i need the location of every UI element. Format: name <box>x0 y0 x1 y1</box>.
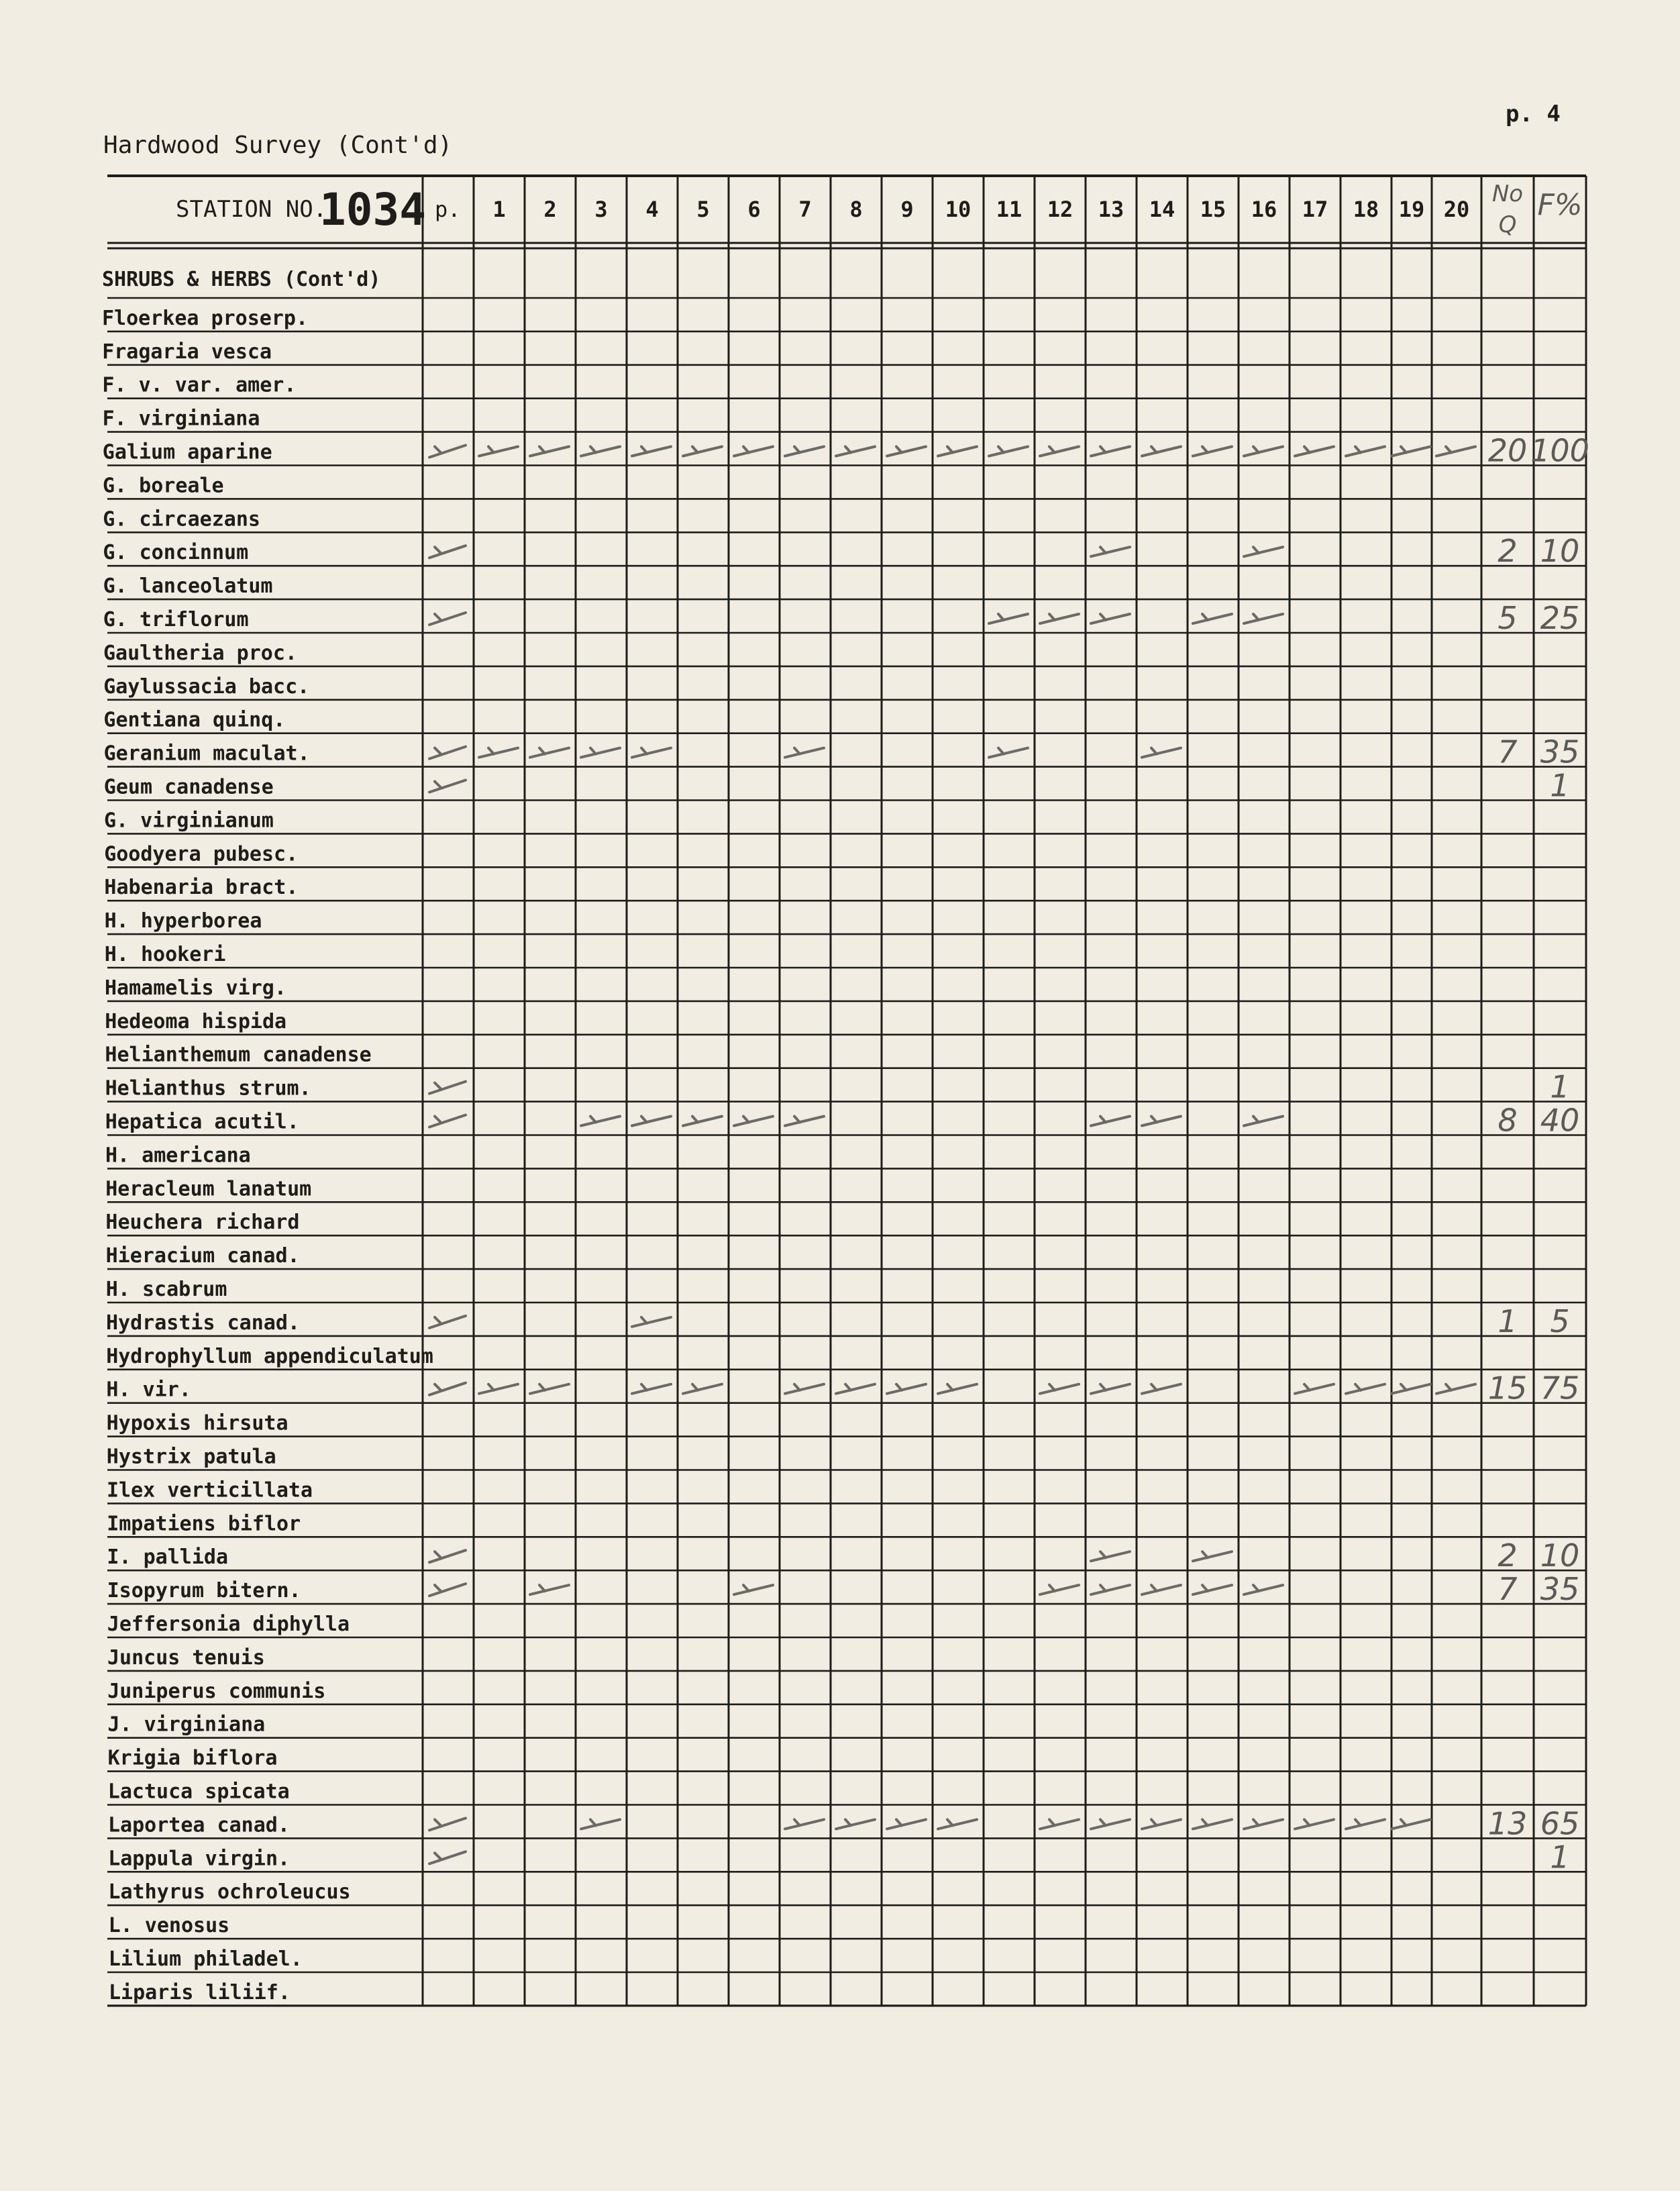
quadrat-tally-mark <box>938 447 977 456</box>
presence-tick <box>429 1851 466 1864</box>
quadrat-header-11: 11 <box>996 197 1022 222</box>
frequency-value: 1 <box>1550 1068 1570 1105</box>
quadrat-tally-mark <box>1295 1819 1334 1829</box>
species-name: Juncus tenuis <box>107 1645 265 1670</box>
quadrat-header-13: 13 <box>1098 197 1124 222</box>
quadrat-tally-mark <box>1091 1585 1130 1594</box>
quadrat-header-3: 3 <box>594 197 608 222</box>
quadrat-tally-mark <box>1392 447 1430 456</box>
species-name: Jeffersonia diphylla <box>107 1613 350 1636</box>
presence-tick <box>429 1584 466 1596</box>
quadrat-tally-mark <box>632 1117 671 1126</box>
quadrat-tally-mark <box>1142 447 1181 456</box>
quadrat-tally-mark <box>1142 1819 1181 1829</box>
quadrat-tally-mark <box>836 1384 875 1394</box>
quadrat-header-10: 10 <box>945 197 972 222</box>
species-name: Geranium maculat. <box>103 742 310 766</box>
quadrat-tally-mark <box>1193 1819 1232 1829</box>
species-name: H. hyperborea <box>104 909 262 933</box>
species-name: H. scabrum <box>105 1278 227 1301</box>
presence-tick <box>429 546 466 558</box>
no-q-header: Q <box>1498 211 1517 238</box>
species-name: Hydrastis canad. <box>106 1311 300 1335</box>
species-name: G. virginianum <box>104 809 274 833</box>
quadrat-tally-mark <box>734 447 773 456</box>
presence-tick <box>429 1383 466 1395</box>
quadrat-tally-mark <box>1040 447 1079 456</box>
quadrat-tally-mark <box>785 1117 824 1126</box>
species-name: H. americana <box>105 1143 251 1168</box>
quadrat-header-20: 20 <box>1443 197 1470 222</box>
quadrat-header-9: 9 <box>900 197 914 222</box>
station-label: STATION NO. <box>176 196 327 223</box>
quadrat-header-8: 8 <box>849 197 863 222</box>
species-name: G. lanceolatum <box>103 574 273 599</box>
presence-tick <box>429 747 466 759</box>
quadrat-header-6: 6 <box>747 197 761 222</box>
species-name: Gentiana quinq. <box>103 708 286 732</box>
species-name: G. boreale <box>103 474 224 498</box>
quadrat-tally-mark <box>1193 1585 1232 1594</box>
quadrat-header-2: 2 <box>543 197 557 222</box>
species-name: Hamamelis virg. <box>105 976 286 1000</box>
species-name: Gaultheria proc. <box>103 641 297 665</box>
section-label: SHRUBS & HERBS (Cont'd) <box>102 268 381 291</box>
frequency-value: 25 <box>1540 600 1580 636</box>
no-quadrats-value: 2 <box>1498 533 1518 570</box>
quadrat-tally-mark <box>1295 1384 1334 1394</box>
quadrat-tally-mark <box>1040 1819 1079 1829</box>
species-name: Galium aparine <box>102 440 272 464</box>
species-name: Gaylussacia bacc. <box>103 674 310 699</box>
species-name: Fragaria vesca <box>102 340 272 364</box>
species-name: Habenaria bract. <box>104 876 299 900</box>
quadrat-tally-mark <box>1091 1384 1130 1394</box>
quadrat-tally-mark <box>1091 447 1130 456</box>
frequency-value: 10 <box>1540 533 1580 570</box>
quadrat-header-7: 7 <box>798 197 812 222</box>
p-column-header: p. <box>435 197 461 222</box>
species-name: Helianthus strum. <box>105 1076 311 1101</box>
species-name: Ilex verticillata <box>107 1478 313 1502</box>
species-name: Krigia biflora <box>107 1746 278 1770</box>
species-name: Hydrophyllum appendiculatum <box>106 1344 433 1368</box>
quadrat-header-14: 14 <box>1149 197 1175 222</box>
no-quadrats-value: 20 <box>1487 432 1528 469</box>
frequency-value: 10 <box>1540 1537 1580 1574</box>
quadrat-tally-mark <box>989 614 1028 623</box>
quadrat-tally-mark <box>1392 1384 1430 1394</box>
quadrat-tally-mark <box>1040 1585 1079 1594</box>
quadrat-tally-mark <box>530 447 569 456</box>
quadrat-tally-mark <box>581 748 620 758</box>
no-quadrats-value: 8 <box>1498 1102 1518 1139</box>
quadrat-tally-mark <box>479 1384 518 1394</box>
species-name: G. concinnum <box>103 541 249 565</box>
presence-tick <box>429 1082 466 1094</box>
quadrat-header-19: 19 <box>1398 197 1425 222</box>
quadrat-tally-mark <box>1436 1384 1475 1394</box>
quadrat-tally-mark <box>632 748 671 758</box>
species-name: Hystrix patula <box>106 1445 276 1469</box>
quadrat-tally-mark <box>887 1384 926 1394</box>
quadrat-tally-mark <box>1295 447 1334 456</box>
quadrat-tally-mark <box>1346 1819 1385 1829</box>
quadrat-header-15: 15 <box>1200 197 1226 222</box>
frequency-value: 65 <box>1540 1805 1580 1842</box>
species-name: Heracleum lanatum <box>105 1177 312 1201</box>
quadrat-tally-mark <box>938 1819 977 1829</box>
quadrat-tally-mark <box>785 447 824 456</box>
quadrat-tally-mark <box>1244 547 1283 556</box>
species-name: Hepatica acutil. <box>105 1110 299 1134</box>
species-name: Hieracium canad. <box>105 1244 300 1268</box>
quadrat-tally-mark <box>989 447 1028 456</box>
species-name: Impatiens biflor <box>107 1512 301 1536</box>
quadrat-tally-mark <box>632 1317 671 1327</box>
quadrat-tally-mark <box>1142 1585 1181 1594</box>
quadrat-tally-mark <box>479 748 518 758</box>
presence-tick <box>429 1316 466 1328</box>
species-name: Heuchera richard <box>105 1211 300 1235</box>
quadrat-tally-mark <box>683 1117 722 1126</box>
species-name: Lappula virgin. <box>108 1847 291 1871</box>
no-quadrats-value: 13 <box>1487 1805 1528 1842</box>
quadrat-tally-mark <box>1346 1384 1385 1394</box>
species-name: Isopyrum bitern. <box>107 1579 301 1603</box>
quadrat-tally-mark <box>1091 1551 1130 1561</box>
quadrat-tally-mark <box>1040 1384 1079 1394</box>
quadrat-tally-mark <box>1193 447 1232 456</box>
species-name: Liparis liliif. <box>109 1980 291 2004</box>
species-name: Hedeoma hispida <box>105 1009 287 1033</box>
presence-tick <box>429 780 466 793</box>
frequency-value: 75 <box>1540 1370 1580 1407</box>
quadrat-tally-mark <box>479 447 518 456</box>
quadrat-tally-mark <box>989 748 1028 758</box>
quadrat-tally-mark <box>1040 614 1079 623</box>
quadrat-tally-mark <box>1142 748 1181 758</box>
quadrat-tally-mark <box>1193 1551 1232 1561</box>
quadrat-tally-mark <box>1142 1384 1181 1394</box>
frequency-value: 100 <box>1530 432 1589 469</box>
presence-tick <box>429 1115 466 1127</box>
species-name: G. triflorum <box>103 608 249 631</box>
quadrat-tally-mark <box>785 748 824 758</box>
quadrat-header-18: 18 <box>1353 197 1379 222</box>
species-name: Juniperus communis <box>107 1679 326 1703</box>
quadrat-header-12: 12 <box>1047 197 1073 222</box>
species-name: F. v. var. amer. <box>102 373 297 397</box>
quadrat-tally-mark <box>938 1384 977 1394</box>
quadrat-header-16: 16 <box>1251 197 1277 222</box>
frequency-header: F% <box>1537 188 1583 222</box>
quadrat-header-17: 17 <box>1302 197 1328 222</box>
quadrat-tally-mark <box>581 1117 620 1126</box>
quadrat-tally-mark <box>1244 1819 1283 1829</box>
species-name: Lilium philadel. <box>108 1947 303 1971</box>
presence-tick <box>429 446 466 458</box>
frequency-value: 1 <box>1550 1839 1570 1876</box>
quadrat-header-5: 5 <box>696 197 710 222</box>
no-q-header: No <box>1491 181 1524 207</box>
quadrat-tally-mark <box>530 1585 569 1594</box>
quadrat-tally-mark <box>530 1384 569 1394</box>
frequency-value: 35 <box>1540 733 1580 770</box>
species-name: F. virginiana <box>102 407 260 431</box>
quadrat-tally-mark <box>632 447 671 456</box>
quadrat-tally-mark <box>785 1819 824 1829</box>
presence-tick <box>429 1550 466 1562</box>
no-quadrats-value: 5 <box>1498 600 1518 636</box>
species-name: H. hookeri <box>104 943 226 966</box>
quadrat-tally-mark <box>1091 547 1130 556</box>
quadrat-tally-mark <box>530 748 569 758</box>
quadrat-tally-mark <box>734 1585 773 1594</box>
quadrat-tally-mark <box>1244 614 1283 623</box>
quadrat-tally-mark <box>1091 614 1130 623</box>
species-name: J. virginiana <box>107 1713 266 1737</box>
species-name: Laportea canad. <box>108 1813 290 1837</box>
quadrat-tally-mark <box>581 1819 620 1829</box>
frequency-value: 40 <box>1540 1102 1580 1139</box>
frequency-value: 35 <box>1540 1571 1580 1608</box>
quadrat-tally-mark <box>1142 1117 1181 1126</box>
quadrat-tally-mark <box>836 447 875 456</box>
species-name: Hypoxis hirsuta <box>106 1411 288 1435</box>
quadrat-tally-mark <box>1346 447 1385 456</box>
quadrat-tally-mark <box>887 447 926 456</box>
species-name: I. pallida <box>107 1545 229 1570</box>
quadrat-tally-mark <box>1091 1117 1130 1126</box>
quadrat-tally-mark <box>632 1384 671 1394</box>
quadrat-tally-mark <box>785 1384 824 1394</box>
station-number: 1034 <box>319 184 426 236</box>
species-name: Lathyrus ochroleucus <box>108 1880 351 1904</box>
no-quadrats-value: 1 <box>1498 1303 1518 1339</box>
quadrat-tally-mark <box>1244 447 1283 456</box>
page-number: p. 4 <box>1506 101 1561 128</box>
no-quadrats-value: 15 <box>1487 1370 1528 1407</box>
quadrat-tally-mark <box>1244 1585 1283 1594</box>
quadrat-tally-mark <box>581 447 620 456</box>
quadrat-tally-mark <box>1392 1819 1430 1829</box>
species-name: L. venosus <box>108 1914 230 1938</box>
quadrat-header-4: 4 <box>645 197 659 222</box>
species-name: G. circaezans <box>103 507 261 531</box>
presence-tick <box>429 613 466 625</box>
species-name: Geum canadense <box>103 775 274 799</box>
quadrat-tally-mark <box>1436 447 1475 456</box>
quadrat-tally-mark <box>887 1819 926 1829</box>
frequency-value: 5 <box>1550 1303 1570 1339</box>
quadrat-tally-mark <box>1193 614 1232 623</box>
species-name: H. vir. <box>106 1378 191 1402</box>
quadrat-tally-mark <box>683 447 722 456</box>
quadrat-tally-mark <box>734 1117 773 1126</box>
presence-tick <box>429 1818 466 1830</box>
species-name: Floerkea proserp. <box>102 306 309 330</box>
species-name: Helianthemum canadense <box>105 1043 372 1067</box>
quadrat-header-1: 1 <box>492 197 506 222</box>
species-name: Lactuca spicata <box>107 1780 290 1804</box>
no-quadrats-value: 7 <box>1498 1571 1518 1608</box>
no-quadrats-value: 2 <box>1498 1537 1518 1574</box>
document-title: Hardwood Survey (Cont'd) <box>103 132 453 159</box>
quadrat-tally-mark <box>1244 1117 1283 1126</box>
no-quadrats-value: 7 <box>1498 733 1518 770</box>
quadrat-tally-mark <box>683 1384 722 1394</box>
frequency-value: 1 <box>1550 767 1570 804</box>
quadrat-tally-mark <box>1091 1819 1130 1829</box>
species-name: Goodyera pubesc. <box>104 842 299 866</box>
quadrat-tally-mark <box>836 1819 875 1829</box>
